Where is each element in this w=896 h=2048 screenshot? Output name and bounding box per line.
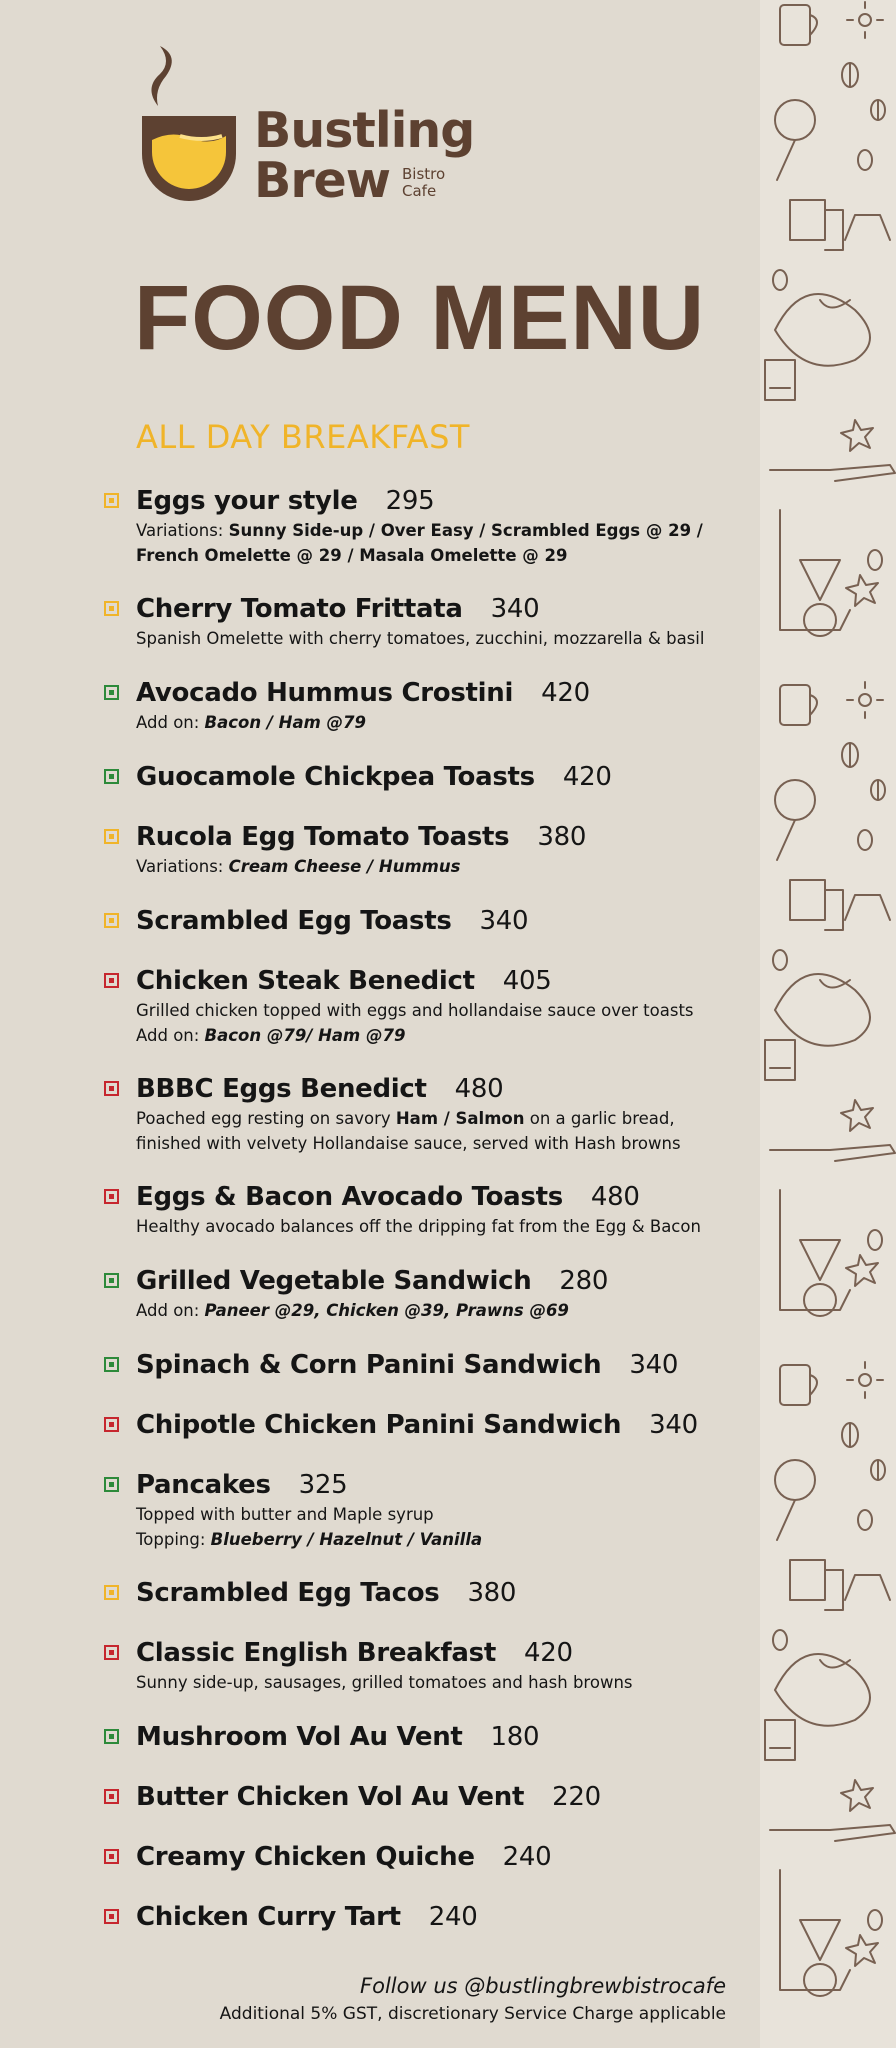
tax-note: Additional 5% GST, discretionary Service Charge applicable: [219, 2004, 726, 2024]
item-description: [136, 1527, 744, 1552]
item-title: [136, 1840, 744, 1874]
item-description: Spanish Omelette with cherry tomatoes, zucchini, mozzarella & basil: [136, 629, 705, 648]
item-price: 340: [629, 1350, 679, 1380]
item-price: 340: [649, 1410, 698, 1440]
brand-name-line2: Brew: [254, 152, 391, 209]
item-name: Butter Chicken Vol Au Vent: [136, 1782, 525, 1812]
menu-item: [104, 1348, 744, 1382]
menu-item: [104, 760, 744, 794]
description-highlight: Bacon @79/ Ham @79: [204, 1026, 406, 1045]
social-handle: Follow us @bustlingbrewbistrocafe: [360, 1974, 726, 1998]
brand-subtitle: [402, 166, 445, 200]
description-highlight: Sunny Side-up / Over Easy / Scrambled Eggs @ 29 /: [228, 521, 703, 540]
item-price: 380: [467, 1578, 517, 1608]
menu-item: [104, 1576, 744, 1610]
item-name: Rucola Egg Tomato Toasts: [136, 822, 510, 852]
brand-name-line1: Bustling: [254, 102, 475, 159]
description-text: Variations:: [136, 521, 229, 540]
item-title: [136, 1264, 744, 1298]
nonveg-indicator-icon: [104, 1645, 119, 1660]
item-description: [136, 1023, 744, 1048]
veg-indicator-icon: [104, 1477, 119, 1492]
menu-item: [104, 1840, 744, 1874]
description-text: Add on:: [136, 1026, 205, 1045]
item-name: Eggs your style: [136, 486, 358, 516]
menu-item: [104, 1780, 744, 1814]
item-title: [136, 1636, 744, 1670]
item-description: [136, 1106, 744, 1131]
egg-indicator-icon: [104, 601, 119, 616]
item-description: Healthy avocado balances off the dripping fat from the Egg & Bacon: [136, 1217, 701, 1236]
item-title: [136, 1720, 744, 1754]
item-price: 240: [502, 1842, 552, 1872]
page-title: FOOD MENU: [134, 267, 706, 369]
item-price: 340: [490, 594, 540, 624]
menu-item: [104, 484, 744, 568]
item-price: 420: [541, 678, 590, 708]
menu-item: [104, 676, 744, 735]
item-price: 420: [523, 1638, 573, 1668]
description-highlight: Blueberry / Hazelnut / Vanilla: [210, 1530, 483, 1549]
description-text: Add on:: [136, 1301, 205, 1320]
item-title: [136, 964, 744, 998]
brand-subtitle-line2: Cafe: [402, 182, 437, 200]
description-text: on a garlic bread,: [524, 1109, 675, 1128]
menu-item: [104, 1180, 744, 1239]
item-name: Scrambled Egg Tacos: [136, 1578, 440, 1608]
veg-indicator-icon: [104, 1357, 119, 1372]
item-name: Scrambled Egg Toasts: [136, 906, 452, 936]
menu-item: [104, 1264, 744, 1323]
description-text: Poached egg resting on savory: [136, 1109, 396, 1128]
description-highlight: Bacon / Ham @79: [204, 713, 366, 732]
item-price: 220: [552, 1782, 601, 1812]
item-title: [136, 1408, 744, 1442]
item-title: [136, 1780, 744, 1814]
veg-indicator-icon: [104, 685, 119, 700]
item-description: Grilled chicken topped with eggs and hollandaise sauce over toasts: [136, 1001, 694, 1020]
egg-indicator-icon: [104, 829, 119, 844]
item-description: [136, 854, 744, 879]
item-name: Avocado Hummus Crostini: [136, 678, 514, 708]
item-description: Sunny side-up, sausages, grilled tomatoes and hash browns: [136, 1673, 633, 1692]
veg-indicator-icon: [104, 1273, 119, 1288]
menu-item: [104, 1636, 744, 1695]
item-price: 280: [559, 1266, 609, 1296]
item-title: [136, 1900, 744, 1934]
nonveg-indicator-icon: [104, 1789, 119, 1804]
description-highlight: Cream Cheese / Hummus: [228, 857, 461, 876]
menu-item: [104, 964, 744, 1048]
item-price: 405: [502, 966, 552, 996]
brand-logo: [136, 40, 496, 210]
item-name: Mushroom Vol Au Vent: [136, 1722, 463, 1752]
coffee-doodle-pattern: [760, 0, 896, 2048]
item-name: Creamy Chicken Quiche: [136, 1842, 475, 1872]
item-title: [136, 1072, 744, 1106]
item-title: [136, 676, 744, 710]
menu-item: [104, 820, 744, 879]
nonveg-indicator-icon: [104, 1909, 119, 1924]
item-description: Topped with butter and Maple syrup: [136, 1505, 434, 1524]
item-name: Classic English Breakfast: [136, 1638, 496, 1668]
item-price: 180: [490, 1722, 540, 1752]
item-title: [136, 904, 744, 938]
nonveg-indicator-icon: [104, 1849, 119, 1864]
item-name: Chipotle Chicken Panini Sandwich: [136, 1410, 622, 1440]
menu-item: [104, 592, 744, 651]
item-description: [136, 518, 744, 543]
item-price: 480: [590, 1182, 640, 1212]
menu-item: [104, 904, 744, 938]
nonveg-indicator-icon: [104, 1189, 119, 1204]
coffee-cup-icon: [136, 40, 246, 210]
item-title: [136, 1180, 744, 1214]
description-text: Add on:: [136, 713, 205, 732]
item-name: Grilled Vegetable Sandwich: [136, 1266, 532, 1296]
item-description: [136, 543, 744, 568]
item-name: Spinach & Corn Panini Sandwich: [136, 1350, 602, 1380]
egg-indicator-icon: [104, 913, 119, 928]
description-text: Variations:: [136, 857, 229, 876]
item-title: [136, 1348, 744, 1382]
item-name: Guocamole Chickpea Toasts: [136, 762, 535, 792]
section-heading: ALL DAY BREAKFAST: [136, 418, 470, 456]
item-title: [136, 484, 744, 518]
item-description: [136, 710, 744, 735]
item-name: Pancakes: [136, 1470, 271, 1500]
item-title: [136, 1468, 744, 1502]
description-text: Topping:: [136, 1530, 211, 1549]
item-price: 295: [385, 486, 435, 516]
brand-subtitle-line1: Bistro: [402, 165, 446, 183]
item-name: Chicken Curry Tart: [136, 1902, 401, 1932]
item-title: [136, 592, 744, 626]
item-name: BBBC Eggs Benedict: [136, 1074, 427, 1104]
doodle-illustration: [760, 0, 896, 2048]
nonveg-indicator-icon: [104, 1081, 119, 1096]
menu-item: [104, 1900, 744, 1934]
item-name: Chicken Steak Benedict: [136, 966, 475, 996]
item-name: Eggs & Bacon Avocado Toasts: [136, 1182, 563, 1212]
nonveg-indicator-icon: [104, 1417, 119, 1432]
item-price: 340: [479, 906, 529, 936]
item-description: [136, 1298, 744, 1323]
item-price: 240: [428, 1902, 478, 1932]
veg-indicator-icon: [104, 1729, 119, 1744]
description-highlight: Paneer @29, Chicken @39, Prawns @69: [204, 1301, 569, 1320]
menu-item: [104, 1720, 744, 1754]
item-price: 380: [537, 822, 587, 852]
item-price: 480: [454, 1074, 504, 1104]
item-price: 420: [562, 762, 612, 792]
menu-item: [104, 1408, 744, 1442]
veg-indicator-icon: [104, 769, 119, 784]
item-price: 325: [298, 1470, 348, 1500]
item-title: [136, 1576, 744, 1610]
description-highlight: French Omelette @ 29 / Masala Omelette @ 29: [136, 546, 568, 565]
brand-wordmark: [254, 102, 475, 209]
egg-indicator-icon: [104, 1585, 119, 1600]
menu-item: [104, 1072, 744, 1156]
item-title: [136, 820, 744, 854]
egg-indicator-icon: [104, 493, 119, 508]
description-highlight: Ham / Salmon: [395, 1109, 525, 1128]
menu-item: [104, 1468, 744, 1552]
item-description: finished with velvety Hollandaise sauce, served with Hash browns: [136, 1134, 681, 1153]
nonveg-indicator-icon: [104, 973, 119, 988]
item-title: [136, 760, 744, 794]
item-name: Cherry Tomato Frittata: [136, 594, 463, 624]
